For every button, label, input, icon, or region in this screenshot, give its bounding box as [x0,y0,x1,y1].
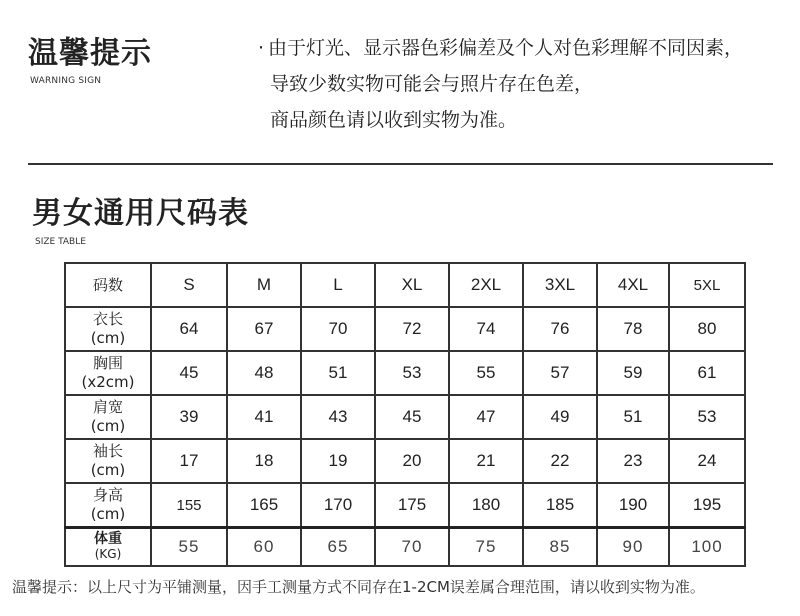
row-unit: (KG) [94,547,122,561]
table-cell: 65 [301,528,375,567]
table-cell: 17 [151,439,227,483]
table-header-row [65,263,745,307]
table-cell: 47 [449,395,523,439]
table-cell: 61 [669,351,745,395]
table-cell: 155 [151,483,227,528]
table-cell: 76 [523,307,597,351]
table-cell: 59 [597,351,669,395]
table-cell: 67 [227,307,301,351]
table-cell: 45 [151,351,227,395]
notice-subtitle: WARNING SIGN [30,76,102,86]
table-cell: 57 [523,351,597,395]
notice-line: 商品颜色请以收到实物为准。 [270,109,518,131]
table-cell: 90 [597,528,669,567]
table-cell: 55 [449,351,523,395]
table-cell: 60 [227,528,301,567]
table-cell: 180 [449,483,523,528]
table-cell: 49 [523,395,597,439]
row-label [65,395,151,439]
table-row [65,528,745,567]
row-unit: (x2cm) [81,373,135,391]
table-cell: 70 [375,528,449,567]
notice-line: 导致少数实物可能会与照片存在色差， [270,73,594,95]
table-cell: 51 [597,395,669,439]
size-table-title: 男女通用尺码表 [32,196,249,231]
table-cell: 24 [669,439,745,483]
row-label [65,307,151,351]
table-cell: 19 [301,439,375,483]
table-row [65,351,745,395]
table-cell: 43 [301,395,375,439]
row-unit: (cm) [90,461,126,479]
size-table-subtitle: SIZE TABLE [35,237,86,247]
table-cell: 85 [523,528,597,567]
table-row [65,483,745,528]
table-cell: 74 [449,307,523,351]
header-cell: 3XL [523,263,597,307]
table-row [65,395,745,439]
size-table [64,262,746,567]
table-cell: 55 [151,528,227,567]
table-cell: 51 [301,351,375,395]
header-cell: 码数 [65,263,151,307]
header-cell: 4XL [597,263,669,307]
table-cell: 100 [669,528,745,567]
header-cell: M [227,263,301,307]
header-cell: 5XL [669,263,745,307]
table-cell: 175 [375,483,449,528]
row-label [65,351,151,395]
table-cell: 18 [227,439,301,483]
table-cell: 185 [523,483,597,528]
table-cell: 70 [301,307,375,351]
row-label [65,528,151,567]
header-cell: XL [375,263,449,307]
table-cell: 53 [375,351,449,395]
header-cell: S [151,263,227,307]
table-cell: 78 [597,307,669,351]
notice-text [258,30,788,138]
row-unit: (cm) [90,505,126,523]
footer-note: 温馨提示：以上尺寸为平铺测量，因手工测量方式不同存在1-2CM误差属合理范围，请以收到实物为准。 [12,578,705,596]
table-row [65,439,745,483]
table-cell: 53 [669,395,745,439]
row-name: 体重 [94,531,122,547]
row-label [65,483,151,528]
table-cell: 41 [227,395,301,439]
row-label [65,439,151,483]
row-name: 胸围 [92,354,123,372]
table-cell: 75 [449,528,523,567]
notice-title: 温馨提示 [28,36,152,71]
table-row [65,307,745,351]
notice-line: · 由于灯光、显示器色彩偏差及个人对色彩理解不同因素， [258,30,788,66]
table-cell: 22 [523,439,597,483]
table-cell: 20 [375,439,449,483]
table-cell: 165 [227,483,301,528]
header-cell: 2XL [449,263,523,307]
table-cell: 64 [151,307,227,351]
header-cell: L [301,263,375,307]
table-cell: 80 [669,307,745,351]
table-cell: 23 [597,439,669,483]
section-divider [28,163,773,165]
row-unit: (cm) [90,417,126,435]
table-cell: 190 [597,483,669,528]
row-name: 身高 [92,486,123,504]
table-cell: 39 [151,395,227,439]
table-cell: 72 [375,307,449,351]
row-name: 袖长 [92,442,123,460]
table-cell: 170 [301,483,375,528]
table-cell: 21 [449,439,523,483]
table-cell: 48 [227,351,301,395]
table-cell: 195 [669,483,745,528]
table-cell: 45 [375,395,449,439]
row-name: 衣长 [92,310,123,328]
row-name: 肩宽 [92,398,123,416]
row-unit: (cm) [90,329,126,347]
